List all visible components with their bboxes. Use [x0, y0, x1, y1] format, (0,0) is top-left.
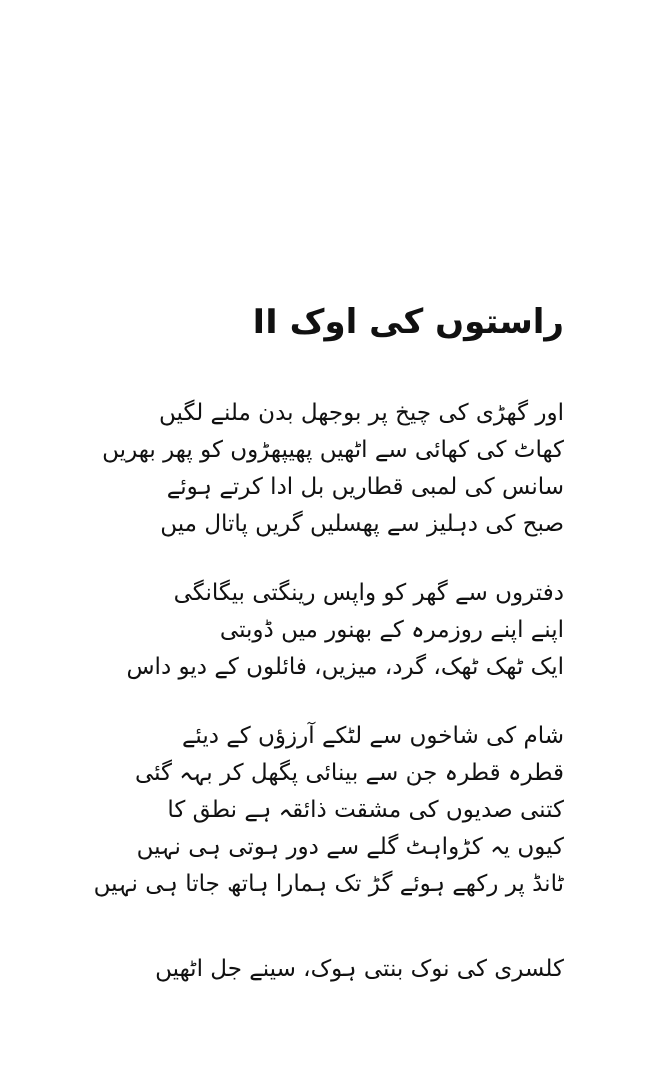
poem-line: قطرہ قطرہ جن سے بینائی پگھل کر بہہ گئی: [134, 760, 564, 786]
poem-line: کتنی صدیوں کی مشقت ذائقہ ہے نطق کا: [167, 797, 564, 823]
poem-title: راستوں کی اوک II: [252, 302, 564, 342]
stanza-1: [94, 395, 564, 543]
poem-line: دفتروں سے گھر کو واپس رینگتی بیگانگی: [173, 580, 564, 606]
poem-line: شام کی شاخوں سے لٹکے آرزؤں کے دیئے: [181, 723, 564, 749]
poem-line: سانس کی لمبی قطاریں بل ادا کرتے ہوئے: [166, 474, 564, 500]
stanza-3: [94, 718, 564, 903]
poem-line: ٹانڈ پر رکھے ہوئے گڑ تک ہمارا ہاتھ جاتا ہی نہیں: [94, 871, 564, 897]
poem: [94, 295, 564, 988]
stanza-4: [94, 951, 564, 988]
poem-line: کھاٹ کی کھائی سے اٹھیں پھیپھڑوں کو پھر بھریں: [102, 437, 564, 463]
poem-line: ایک ٹھک ٹھک، گرد، میزیں، فائلوں کے دیو داس: [126, 654, 564, 680]
poem-line: اپنے اپنے روزمرہ کے بھنور میں ڈوبتی: [219, 617, 564, 643]
poem-line: کیوں یہ کڑواہٹ گلے سے دور ہوتی ہی نہیں: [136, 834, 564, 860]
poem-line: اور گھڑی کی چیخ پر بوجھل بدن ملنے لگیں: [159, 400, 564, 426]
poem-line: کلسری کی نوک بنتی ہوک، سینے جل اٹھیں: [155, 956, 564, 982]
stanza-2: [94, 575, 564, 686]
poem-line: صبح کی دہلیز سے پھسلیں گریں پاتال میں: [160, 511, 564, 537]
